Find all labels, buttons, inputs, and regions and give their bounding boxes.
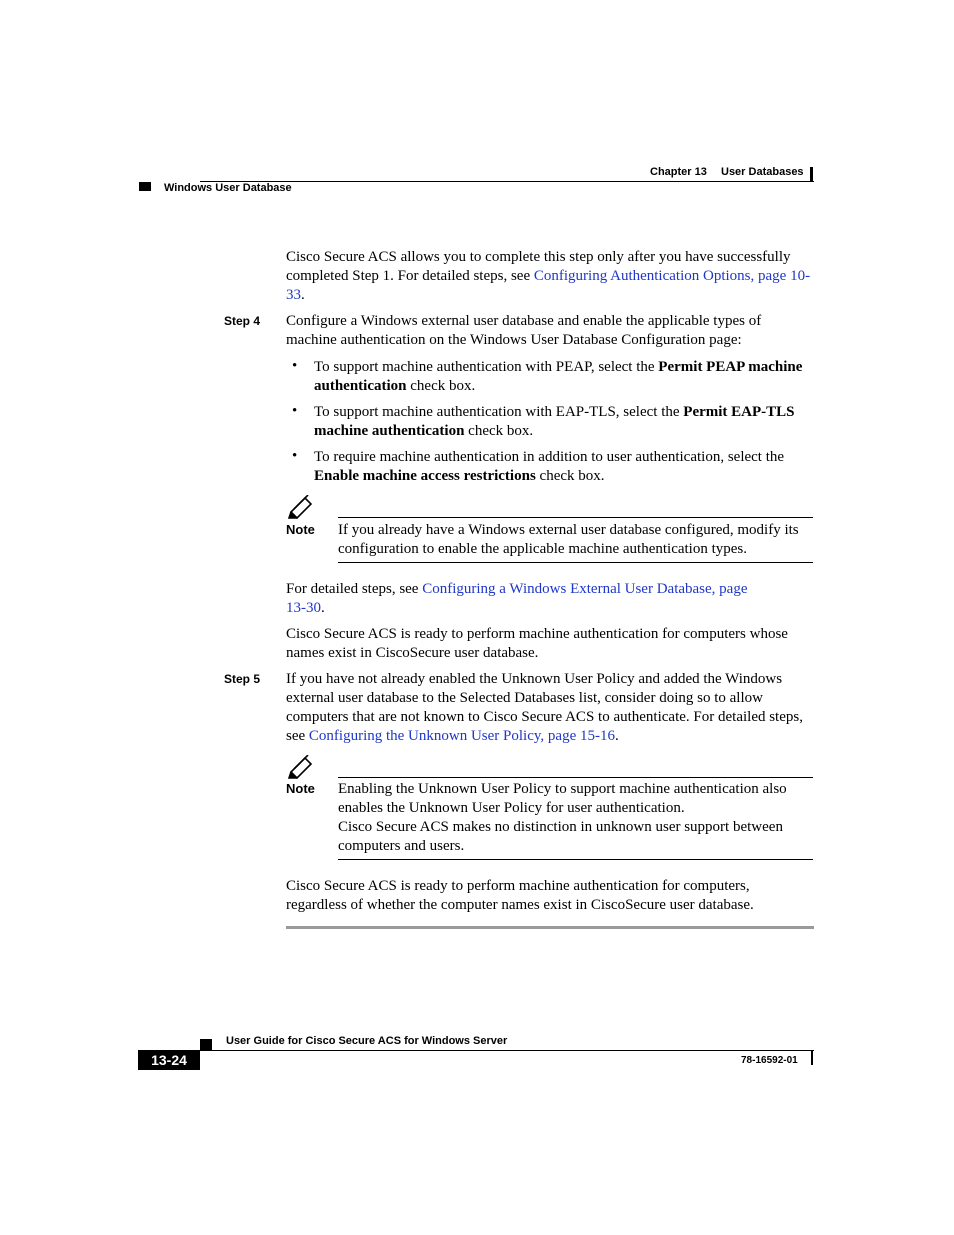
bullet-item-peap: To support machine authentication with PEAP, select the Permit PEAP machine authentication check box.: [314, 359, 803, 394]
step-5-label: Step 5: [224, 672, 261, 686]
paragraph-ready-names-exist: Cisco Secure ACS is ready to perform machine authentication for computers whose names exist in CiscoSecure user database.: [286, 626, 788, 661]
bullet-item-eap-tls: To support machine authentication with EAP-TLS, select the Permit EAP-TLS machine authentication check box.: [314, 404, 795, 439]
note-2-text-2: Cisco Secure ACS makes no distinction in unknown user support between computers and users.: [338, 819, 783, 854]
note-1-bottom-rule: [338, 562, 813, 563]
pencil-icon: [288, 755, 314, 779]
header-section-marker: [139, 182, 151, 191]
header-section: Windows User Database: [164, 182, 292, 194]
step-4-label: Step 4: [224, 314, 261, 328]
header-chapter-title: User Databases: [721, 166, 804, 178]
paragraph-detailed-steps: For detailed steps, see Configuring a Windows External User Database, page 13-30.: [286, 581, 748, 616]
section-end-rule: [286, 926, 814, 929]
note-1-top-rule: [338, 517, 813, 518]
footer-rule: [200, 1050, 814, 1051]
bullet-icon: •: [292, 358, 298, 374]
paragraph-step3-note: Cisco Secure ACS allows you to complete this step only after you have successfully completed Step 1. For detailed steps, see Configuring Authentication Options, page 10-33.: [286, 249, 811, 303]
footer-marker: [200, 1039, 212, 1050]
header-rule: [200, 181, 814, 182]
paragraph-ready-regardless: Cisco Secure ACS is ready to perform machine authentication for computers, regardless of whether the computer names exist in CiscoSecure user database.: [286, 878, 754, 913]
link-configuring-windows-external-user-database[interactable]: Configuring a Windows External User Database, page 13-30: [286, 581, 748, 616]
note-1-label: Note: [286, 522, 315, 537]
page-number: 13-24: [138, 1050, 200, 1070]
link-configuring-unknown-user-policy[interactable]: Configuring the Unknown User Policy, page 15-16: [308, 728, 615, 744]
footer-doc-number: 78-16592-01: [741, 1055, 798, 1066]
footer-guide-title: User Guide for Cisco Secure ACS for Windows Server: [226, 1035, 508, 1047]
note-2-text-1: Enabling the Unknown User Policy to support machine authentication also enables the Unknown User Policy for user authentication.: [338, 781, 787, 816]
note-2-bottom-rule: [338, 859, 813, 860]
header-chapter: Chapter 13: [650, 166, 707, 178]
note-1-text: If you already have a Windows external user database configured, modify its configuration to enable the applicable machine authentication types.: [338, 522, 799, 557]
bullet-item-access-restrictions: To require machine authentication in addition to user authentication, select the Enable machine access restrictions check box.: [314, 449, 785, 484]
step-5-text: If you have not already enabled the Unknown User Policy and added the Windows external user database to the Selected Databases list, consider doing so to allow computers that are not known to Cisco Secure ACS to authenticate. For detailed steps, see Configuring the Unknown User Policy, page 15-16.: [286, 671, 803, 744]
link-configuring-authentication-options[interactable]: Configuring Authentication Options, page 10-33: [286, 268, 811, 303]
note-2-top-rule: [338, 777, 813, 778]
step-4-text: Configure a Windows external user database and enable the applicable types of machine authentication on the Windows User Database Configuration page:: [286, 313, 762, 348]
header-right-bar: [810, 167, 813, 182]
footer-right-bar: [811, 1051, 813, 1065]
bullet-icon: •: [292, 448, 298, 464]
bullet-icon: •: [292, 403, 298, 419]
note-2-label: Note: [286, 781, 315, 796]
pencil-icon: [288, 495, 314, 519]
